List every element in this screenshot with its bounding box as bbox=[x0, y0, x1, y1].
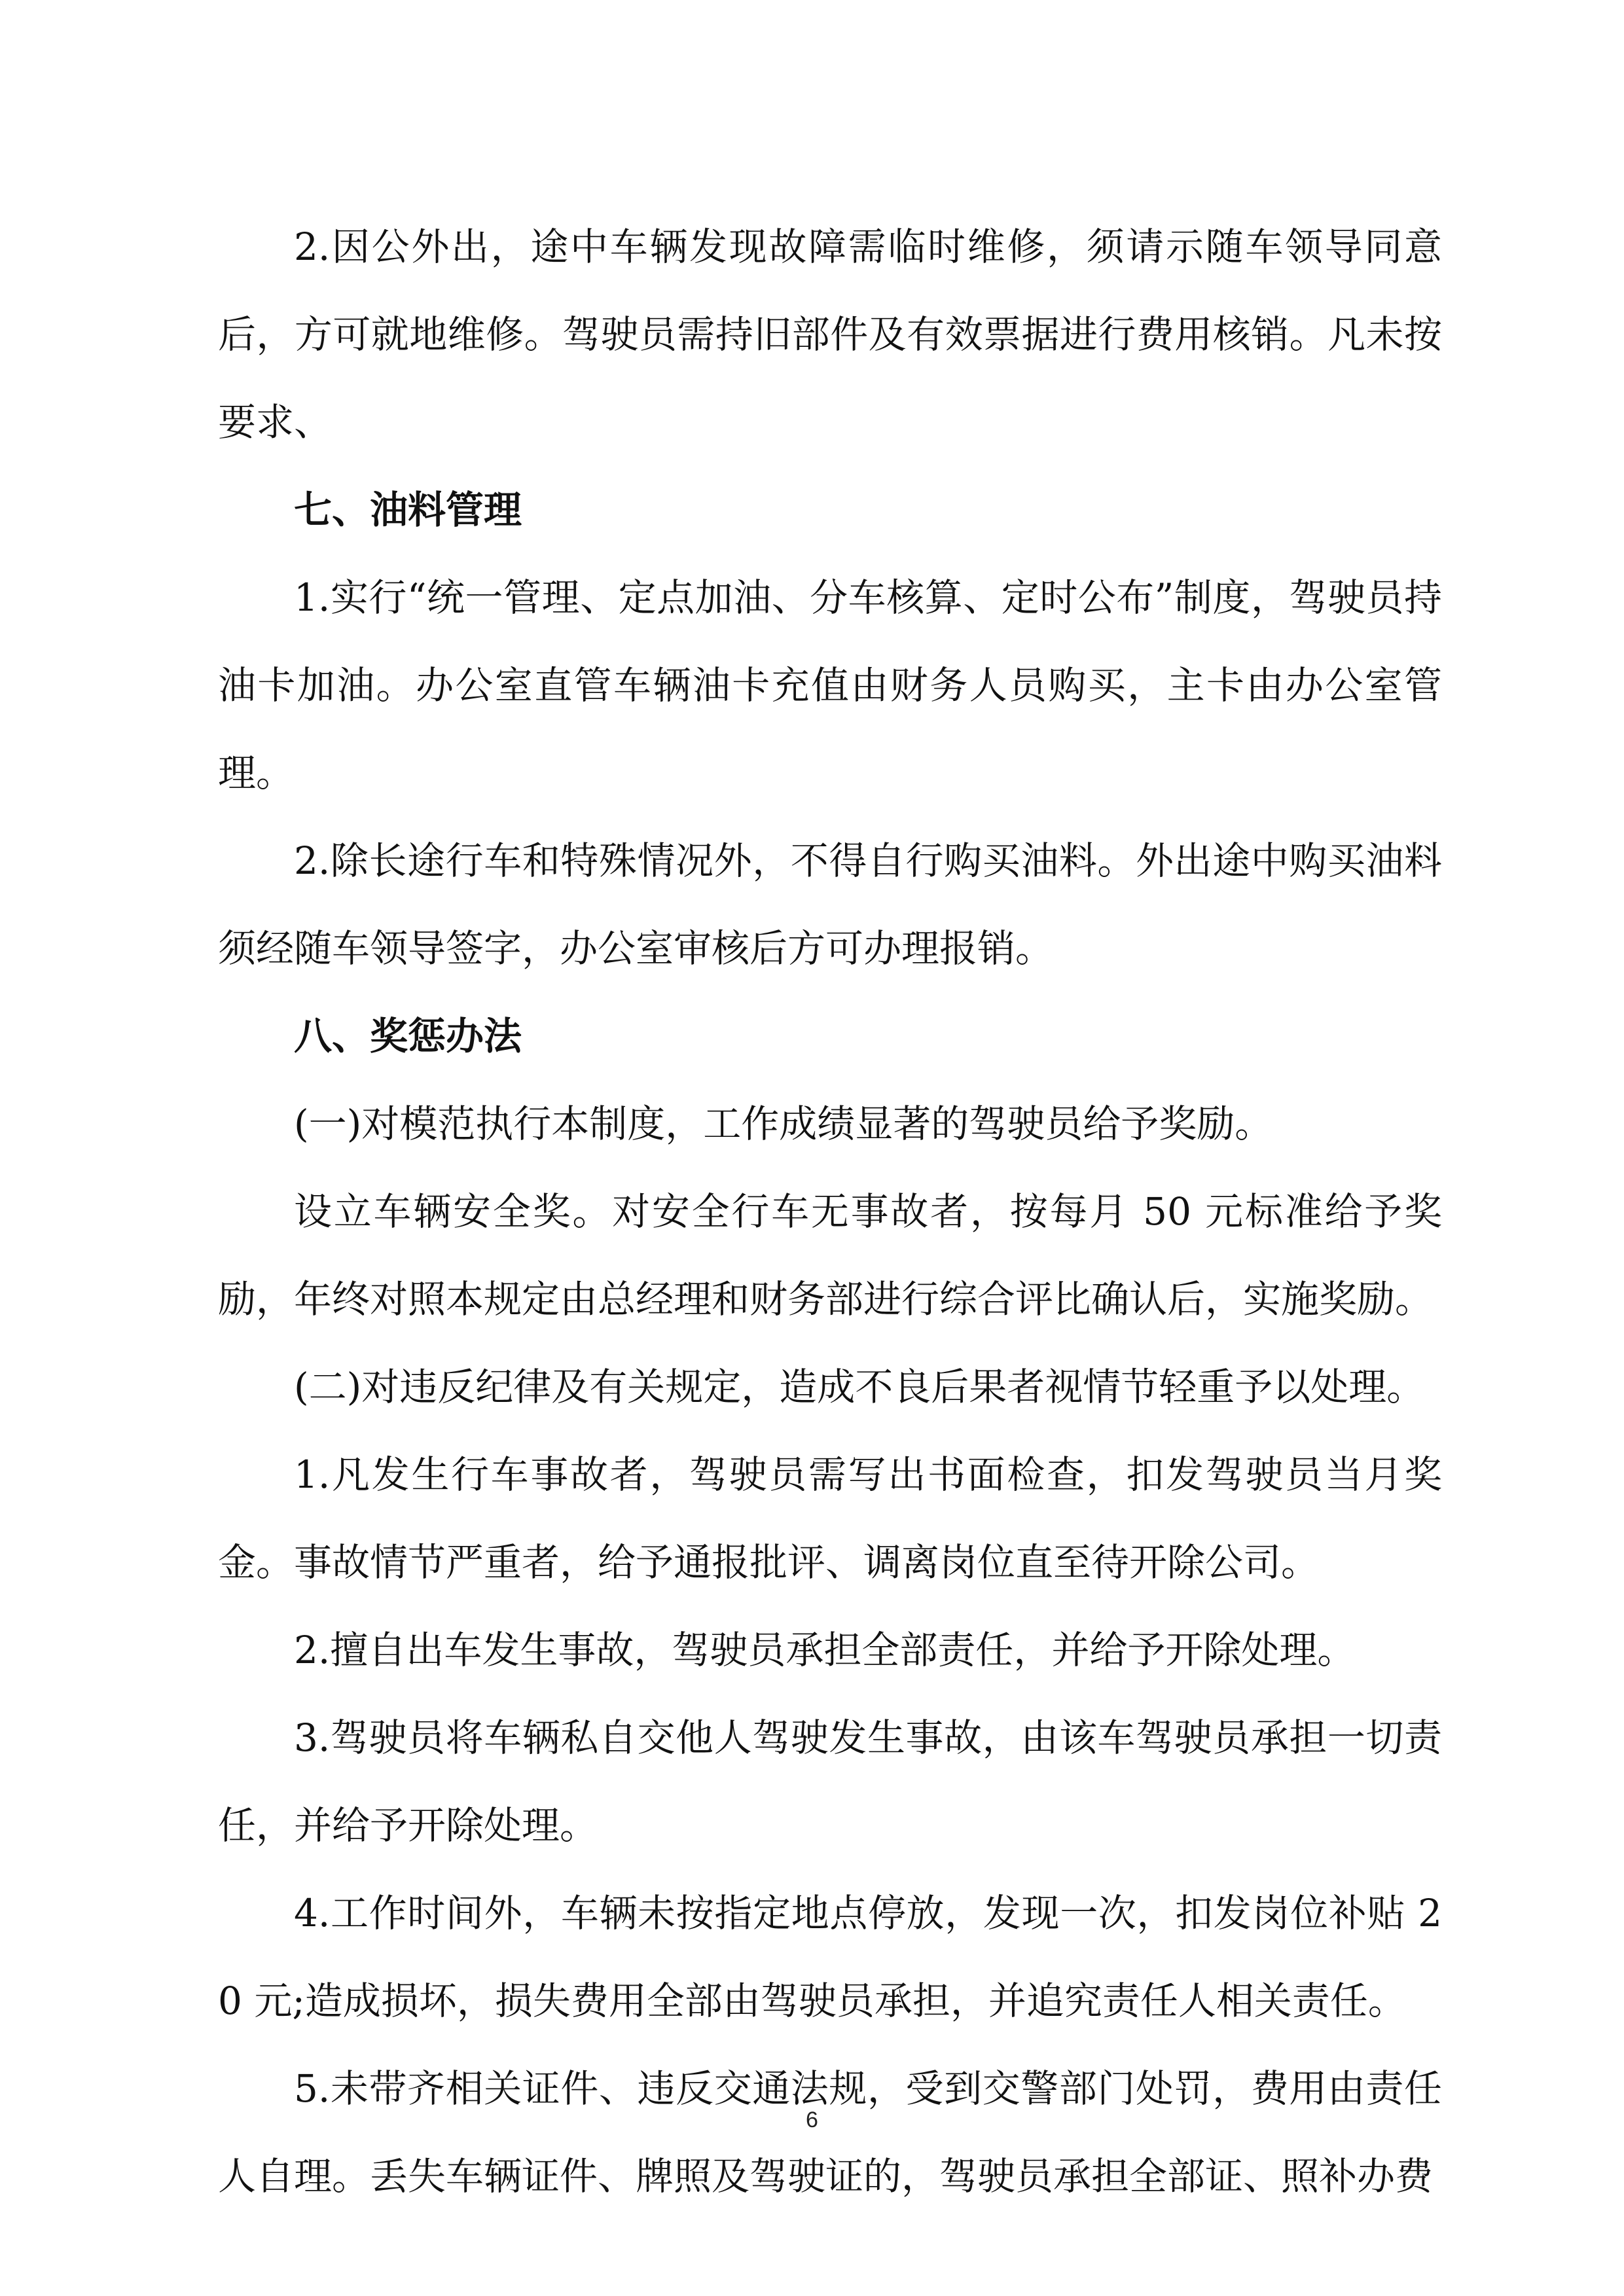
paragraph-fuel-purchase-rule: 2.除长途行车和特殊情况外，不得自行购买油料。外出途中购买油料须经随车领导签字，办公室审核后方可办理报销。 bbox=[218, 838, 1442, 971]
paragraph-penalty-lending-vehicle: 3.驾驶员将车辆私自交他人驾驶发生事故，由该车驾驶员承担一切责任，并给予开除处理。 bbox=[218, 1715, 1442, 1848]
page-number: 6 bbox=[806, 2108, 818, 2132]
paragraph-penalty-parking: 4.工作时间外，车辆未按指定地点停放，发现一次，扣发岗位补贴 20 元;造成损坏，损失费用全部由驾驶员承担，并追究责任人相关责任。 bbox=[218, 1891, 1442, 2023]
document-body bbox=[218, 203, 1442, 2220]
paragraph-penalty-unauthorized-trip: 2.擅自出车发生事故，驾驶员承担全部责任，并给予开除处理。 bbox=[294, 1628, 1356, 1672]
section-heading-fuel-management: 七、油料管理 bbox=[294, 488, 522, 532]
paragraph-reward-principle: (一)对模范执行本制度，工作成绩显著的驾驶员给予奖励。 bbox=[294, 1102, 1273, 1146]
paragraph-fuel-card-system: 1.实行“统一管理、定点加油、分车核算、定时公布”制度，驾驶员持油卡加油。办公室直管车辆油卡充值由财务人员购买，主卡由办公室管理。 bbox=[218, 575, 1442, 795]
paragraph-penalty-accident: 1.凡发生行车事故者，驾驶员需写出书面检查，扣发驾驶员当月奖金。事故情节严重者，给予通报批评、调离岗位直至待开除公司。 bbox=[218, 1452, 1442, 1585]
paragraph-penalty-documents: 5.未带齐相关证件、违反交通法规，受到交警部门处罚，费用由责任人自理。丢失车辆证件、牌照及驾驶证的，驾驶员承担全部证、照补办费 bbox=[218, 2066, 1442, 2198]
paragraph-vehicle-repair: 2.因公外出，途中车辆发现故障需临时维修，须请示随车领导同意后，方可就地维修。驾驶员需持旧部件及有效票据进行费用核销。凡未按要求、 bbox=[218, 224, 1442, 444]
paragraph-penalty-principle: (二)对违反纪律及有关规定，造成不良后果者视情节轻重予以处理。 bbox=[294, 1365, 1425, 1409]
section-heading-rewards-penalties: 八、奖惩办法 bbox=[294, 1014, 522, 1058]
paragraph-safety-award: 设立车辆安全奖。对安全行车无事故者，按每月 50 元标准给予奖励，年终对照本规定由总经理和财务部进行综合评比确认后，实施奖励。 bbox=[218, 1189, 1442, 1321]
